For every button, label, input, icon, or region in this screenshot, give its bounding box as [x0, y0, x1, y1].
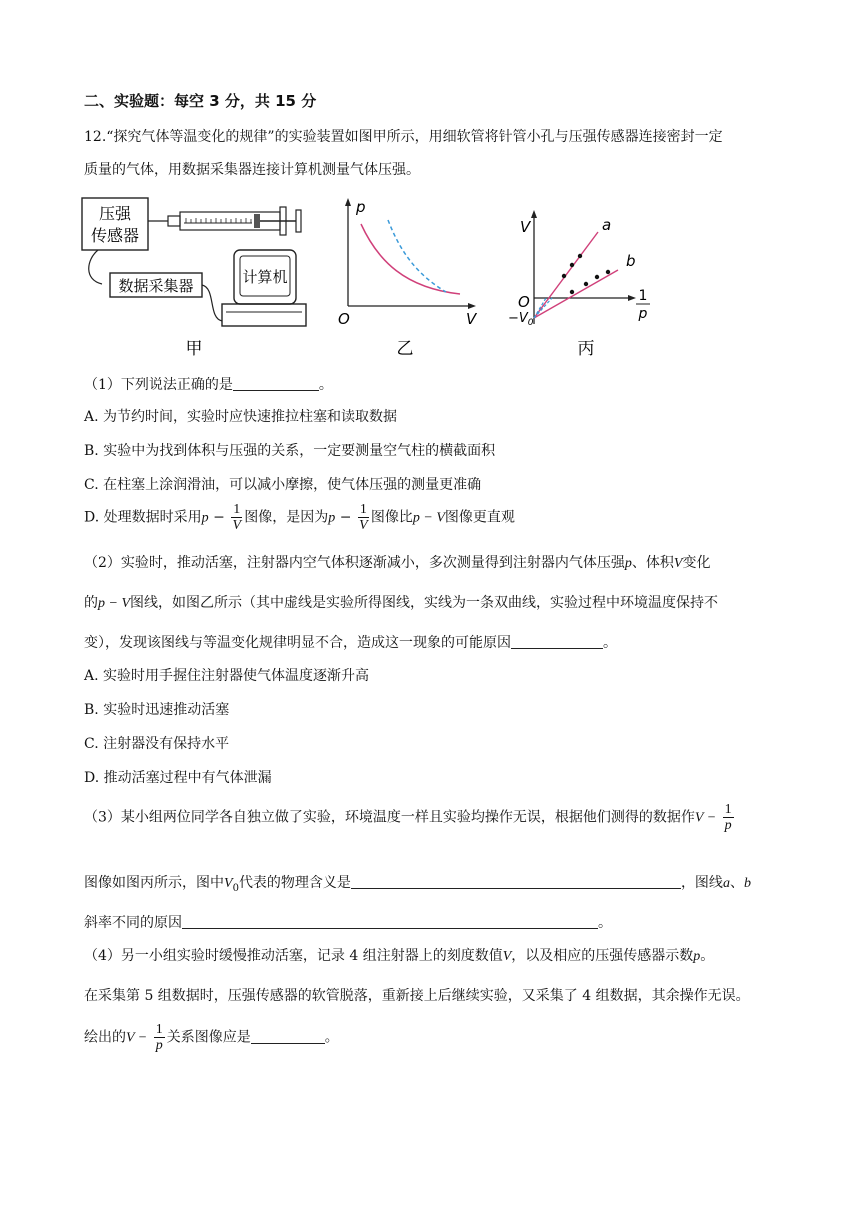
q2-line-1: （2）实验时，推动活塞，注射器内空气体积逐渐减小，多次测量得到注射器内气体压强p、体积V变化 [84, 555, 711, 571]
line-a-points [562, 254, 582, 278]
q4-answer-blank[interactable] [251, 1029, 325, 1044]
line-b-label: b [626, 252, 636, 270]
computer [222, 250, 306, 326]
figure-jia-caption: 甲 [185, 339, 203, 359]
q1-answer-blank[interactable] [233, 376, 319, 391]
fraction-1-over-p-2: $\frac{1}{p}$ [155, 1022, 163, 1053]
line-b-points [570, 270, 610, 294]
figure-yi-pv-graph [330, 196, 490, 363]
q2-option-d: D. 推动活塞过程中有气体泄漏 [84, 770, 272, 786]
q1-prompt: （1）下列说法正确的是 。 [84, 377, 333, 393]
figure-yi-caption: 乙 [396, 339, 414, 359]
x-axis-label: V [466, 310, 477, 328]
origin-label: O [338, 310, 350, 328]
hyperbola-solid-curve [361, 224, 460, 294]
pressure-sensor-label-2: 传感器 [90, 226, 140, 245]
q2-option-a: A. 实验时用手握住注射器使气体温度逐渐升高 [84, 668, 370, 684]
q2-line-3: 变），发现该图线与等温变化规律明显不合，造成这一现象的可能原因 。 [84, 635, 617, 651]
q4-line-2: 在采集第 5 组数据时，压强传感器的软管脱落，重新接上后继续实验，又采集了 4 组数据，其余操作无误。 [84, 988, 750, 1004]
collector-cable [202, 285, 222, 321]
q4-line-3: 绘出的V − $\frac{1}{p}$ 关系图像应是 。 [84, 1022, 339, 1053]
q1-option-b: B. 实验中为找到体积与压强的关系，一定要测量空气柱的横截面积 [84, 443, 496, 459]
q3-slope-reason-blank[interactable] [182, 914, 598, 929]
pressure-sensor-label-1: 压强 [98, 204, 132, 223]
line-a [534, 232, 598, 318]
q3-v0-meaning-blank[interactable] [351, 874, 681, 889]
x-axis-label-denominator: p [638, 306, 648, 322]
line-a-label: a [602, 216, 612, 234]
q3-line-1: （3）某小组两位同学各自独立做了实验，环境温度一样且实验均操作无误，根据他们测得的数据作V − $\frac{1}{p}$ [84, 802, 732, 833]
q2-option-b: B. 实验时迅速推动活塞 [84, 702, 230, 718]
experimental-dashed-curve [388, 220, 446, 292]
question-stem-line-1: 12.“探究气体等温变化的规律”的实验装置如图甲所示，用细软管将针管小孔与压强传感器连接密封一定 [84, 129, 723, 145]
q1-option-a: A. 为节约时间，实验时应快速推拉柱塞和读取数据 [84, 409, 398, 425]
v0-label: $-V_0$ [508, 311, 534, 328]
syringe [148, 207, 301, 235]
y-axis-label: V [520, 218, 531, 236]
figure-jia-apparatus [76, 188, 316, 363]
q1-option-d: D. 处理数据时采用p − $\frac{1}{V}$ 图像，是因为p − $\frac{1}{V}$ 图像比p − V图像更直观 [84, 502, 515, 533]
y-axis-label: p [356, 198, 366, 216]
q4-line-1: （4）另一小组实验时缓慢推动活塞，记录 4 组注射器上的刻度数值V，以及相应的压强传感器示数p。 [84, 948, 715, 964]
origin-label: O [518, 293, 530, 311]
fraction-1-over-v: $\frac{1}{V}$ [232, 502, 242, 533]
figure-bing-v-inv-p-graph [500, 206, 670, 363]
figure-bing-caption: 丙 [577, 339, 595, 359]
q1-option-c: C. 在柱塞上涂润滑油，可以减小摩擦，使气体压强的测量更准确 [84, 477, 482, 493]
x-axis-label-numerator: 1 [638, 288, 648, 304]
sensor-cable [89, 250, 102, 284]
q3-line-2: 图像如图丙所示，图中$V_0$代表的物理含义是 ，图线a、b [84, 875, 751, 894]
fraction-1-over-v-2: $\frac{1}{V}$ [359, 502, 368, 533]
fraction-1-over-p: $\frac{1}{p}$ [724, 802, 732, 833]
question-stem-line-2: 质量的气体，用数据采集器连接计算机测量气体压强。 [84, 162, 420, 178]
q2-option-c: C. 注射器没有保持水平 [84, 736, 230, 752]
q2-answer-blank[interactable] [511, 634, 603, 649]
data-collector-label: 数据采集器 [118, 277, 194, 295]
q2-line-2: 的p − V图线，如图乙所示（其中虚线是实验所得图线，实线为一条双曲线，实验过程中环境温度保持不 [84, 595, 718, 611]
q3-line-3: 斜率不同的原因 。 [84, 915, 612, 931]
line-b [534, 270, 618, 318]
computer-label: 计算机 [242, 268, 288, 286]
section-title: 二、实验题：每空 3 分，共 15 分 [84, 92, 317, 110]
